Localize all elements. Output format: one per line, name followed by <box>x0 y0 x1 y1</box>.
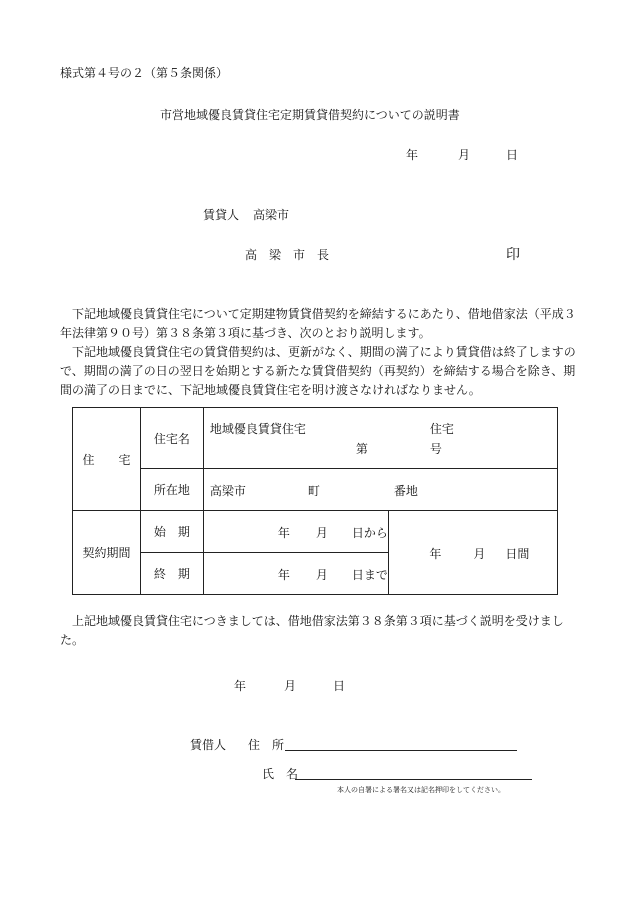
address-label: 所在地 <box>140 469 203 511</box>
header-year: 年 <box>406 148 419 162</box>
seal-mark: 印 <box>506 247 520 263</box>
start-day-from: 日から <box>351 526 388 540</box>
lessee-label: 賃借人 <box>190 738 227 752</box>
lessor-mayor: 高 梁 市 長 <box>245 248 330 262</box>
header-month: 月 <box>458 148 471 162</box>
acknowledgement-paragraph: 上記地域優良賃貸住宅につきましては、借地借家法第３８条第３項に基づく説明を受けました。 <box>60 614 564 647</box>
address-town: 町 <box>307 484 320 498</box>
housing-header: 住 宅 <box>73 408 141 511</box>
lessee-address-label: 住 所 <box>248 738 285 752</box>
footer-month: 月 <box>284 679 297 693</box>
signature-note: 本人の自署による署名又は記名押印をしてください。 <box>337 786 505 794</box>
duration-month: 月 <box>473 546 486 561</box>
explanation-text <box>60 305 580 400</box>
lessor-city: 高梁市 <box>253 208 290 222</box>
start-date-cell <box>203 511 389 553</box>
address-city: 高梁市 <box>209 484 246 498</box>
end-label: 終 期 <box>140 553 203 595</box>
explanation-paragraph-1: 下記地域優良賃貸住宅について定期建物賃貸借契約を締結するにあたり、借地借家法（平成３年法律第９０号）第３８条第３項に基づき、次のとおり説明します。 <box>60 307 576 340</box>
header-day: 日 <box>506 148 519 162</box>
period-header: 契約期間 <box>73 511 141 595</box>
lessee-name-label: 氏 名 <box>262 767 299 781</box>
housing-name-prefix: 地域優良賃貸住宅 <box>209 422 306 436</box>
end-date-cell <box>203 553 389 595</box>
duration-year: 年 <box>429 546 442 561</box>
lessee-name-line[interactable] <box>295 779 532 780</box>
address-lot: 番地 <box>393 484 418 498</box>
end-day-until: 日まで <box>351 568 388 582</box>
document-title: 市営地域優良賃貸住宅定期賃貸借契約についての説明書 <box>160 108 460 122</box>
housing-number-suffix: 号 <box>429 442 442 456</box>
end-year: 年 <box>277 568 290 582</box>
footer-year: 年 <box>234 679 247 693</box>
duration-cell <box>389 511 558 595</box>
lessee-address-line[interactable] <box>285 750 517 751</box>
lessor-label: 賃貸人 <box>203 208 240 222</box>
start-month: 月 <box>315 526 328 540</box>
duration-days: 日間 <box>505 546 530 561</box>
form-id: 様式第４号の２（第５条関係） <box>60 66 229 80</box>
footer-day: 日 <box>333 679 346 693</box>
housing-name-label: 住宅名 <box>140 408 203 469</box>
acknowledgement-text <box>60 612 580 650</box>
address-cell <box>203 469 557 511</box>
housing-name-cell <box>203 408 557 469</box>
start-label: 始 期 <box>140 511 203 553</box>
end-month: 月 <box>315 568 328 582</box>
housing-name-suffix: 住宅 <box>429 422 454 436</box>
contract-table <box>72 407 558 595</box>
explanation-paragraph-2: 下記地域優良賃貸住宅の賃貸借契約は、更新がなく、期間の満了により賃貸借は終了しますので、期間の満了の日の翌日を始期とする新たな賃貸借契約（再契約）を締結する場合を除き、期間の満了の日までに、下記地域優良賃貸住宅を明け渡さなければなりません。 <box>60 345 576 397</box>
start-year: 年 <box>277 526 290 540</box>
housing-number-prefix: 第 <box>355 442 368 456</box>
